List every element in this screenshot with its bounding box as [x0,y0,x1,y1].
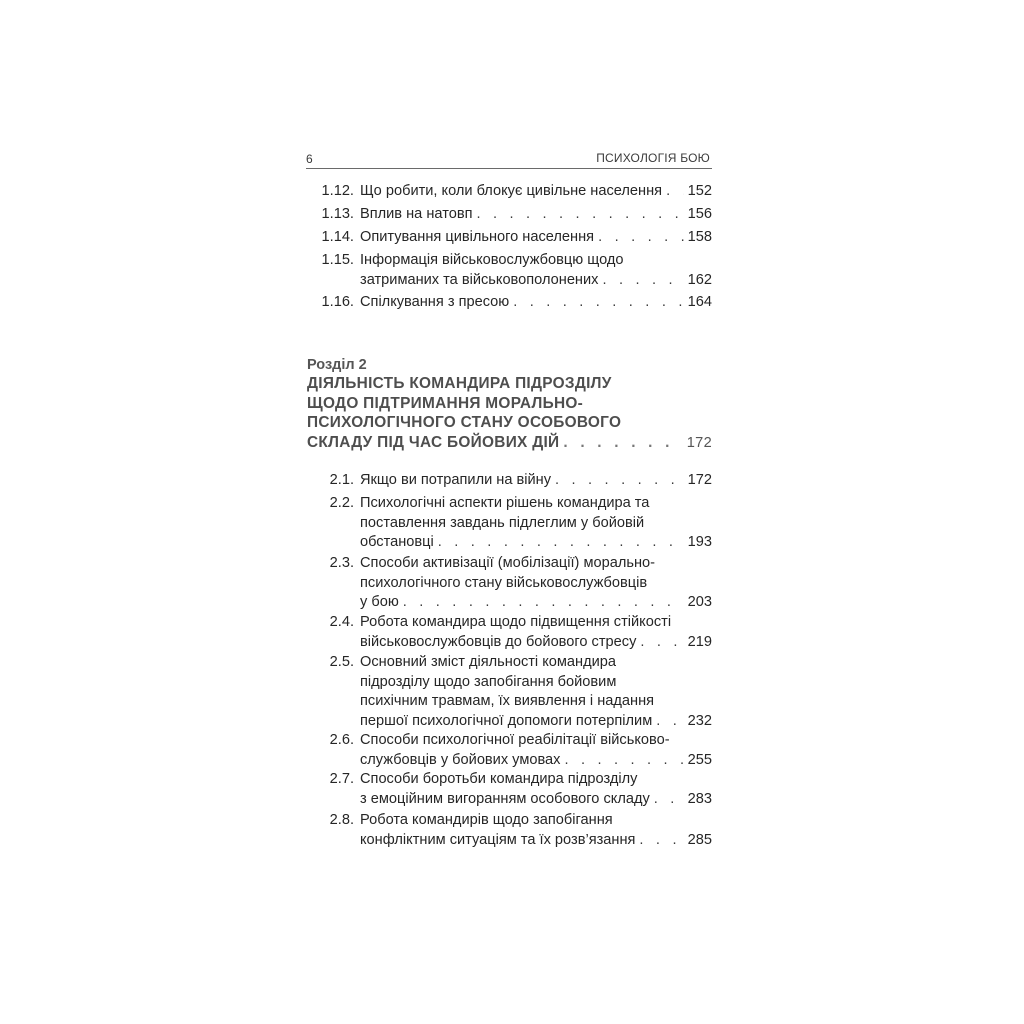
section-title-line: ДІЯЛЬНІСТЬ КОМАНДИРА ПІДРОЗДІЛУ [307,375,612,392]
leader-dots [598,228,684,248]
toc-entry-page: 283 [687,790,712,807]
section-label: Розділ 2 [307,357,367,373]
toc-entry-title-line: обстановці [360,534,434,550]
toc-entry-title-line: Інформація військовослужбовцю щодо [360,252,624,268]
toc-entry-title-line: психологічного стану військовослужбовців [360,574,648,591]
toc-entry-title-line: Основний зміст діяльності командира [360,654,617,670]
toc-entry-page: 172 [687,472,712,488]
page-number: 6 [306,152,313,166]
toc-entry-number: 1.16. [321,294,354,310]
leader-dots [477,205,684,225]
toc-entry-number: 2.6. [329,732,354,748]
toc-entry-title-line: психічним травмам, їх виявлення і надання [360,693,655,709]
toc-entry-title-line: Способи активізації (мобілізації) морально- [360,555,655,571]
section-title [307,374,712,453]
leader-dots [654,790,684,810]
leader-dots [564,751,683,771]
section-page: 172 [686,434,712,451]
leader-dots [438,533,684,553]
toc-entry-number: 2.4. [329,614,354,630]
toc-entry-number: 1.14. [321,229,354,245]
toc-entry-title-line: Психологічні аспекти рішень командира та [360,495,650,511]
toc-entry-number: 2.7. [329,771,354,787]
toc-entry-title: Якщо ви потрапили на війну [360,472,552,488]
toc-entry-page: 162 [687,271,712,288]
leader-dots [656,712,683,732]
leader-dots [640,633,683,653]
toc-entry-number: 2.8. [329,812,354,828]
toc-entry-number: 2.2. [329,495,354,511]
section-title-line: СКЛАДУ ПІД ЧАС БОЙОВИХ ДІЙ [307,433,560,451]
toc-entry-page: 232 [687,712,712,729]
toc-entry-number: 1.15. [321,252,354,268]
leader-dots [639,831,683,851]
toc-entry-title: Що робити, коли блокує цивільне населення [360,183,663,199]
leader-dots [513,293,683,313]
toc-entry-title-line: з емоційним вигоранням особового складу [360,790,650,807]
toc-entry-title-line: у бою [360,594,399,610]
toc-entry-page: 158 [687,229,712,245]
section-heading [307,356,712,453]
toc-entry-title-line: першої психологічної допомоги потерпілим [360,712,653,729]
toc-entry-title-line: службовців у бойових умовах [360,751,561,768]
toc-entry-page: 152 [687,183,712,199]
toc-entry-title-line: конфліктним ситуаціям та їх розв’язання [360,831,636,848]
toc-entry-page: 164 [687,294,712,310]
leader-dots [555,471,684,491]
toc-entry-title: Опитування цивільного населення [360,229,595,245]
toc-entry-page: 219 [687,633,712,650]
toc-entry-title-line: Способи боротьби командира підрозділу [360,771,638,787]
toc-entry-number: 1.13. [321,206,354,222]
toc-entry-title-line: Способи психологічної реабілітації військово- [360,732,670,748]
toc-entry-number: 2.1. [329,472,354,488]
toc-entry-title-line: Робота командирів щодо запобігання [360,812,613,828]
toc-entry-title-line: підрозділу щодо запобігання бойовим [360,673,617,690]
toc-entry-page: 255 [687,751,712,768]
toc-entry-page: 203 [687,594,712,610]
toc-entry-title-line: поставлення завдань підлеглим у бойовій [360,514,645,531]
toc-entry-title-line: військовослужбовців до бойового стресу [360,633,637,650]
toc-entry-title: Вплив на натовп [360,206,473,222]
toc-entry-page: 193 [687,534,712,550]
leader-dots [403,593,684,613]
toc-entry-title-line: затриманих та військовополонених [360,271,599,288]
toc-entry-title-line: Робота командира щодо підвищення стійкості [360,614,672,630]
section-title-line: ПСИХОЛОГІЧНОГО СТАНУ ОСОБОВОГО [307,414,622,432]
running-title: ПСИХОЛОГІЯ БОЮ [596,151,710,165]
leader-dots [666,182,684,202]
toc-entry-title: Спілкування з пресою [360,294,510,310]
toc-entry-number: 2.3. [329,555,354,571]
section-title-line: ЩОДО ПІДТРИМАННЯ МОРАЛЬНО- [307,394,584,412]
running-head [306,150,712,169]
toc-entry-number: 1.12. [321,183,354,199]
toc-entry-page: 156 [687,206,712,222]
leader-dots [563,433,682,453]
leader-dots [602,271,683,291]
toc-entry-number: 2.5. [329,654,354,670]
toc-entry-page: 285 [687,831,712,848]
